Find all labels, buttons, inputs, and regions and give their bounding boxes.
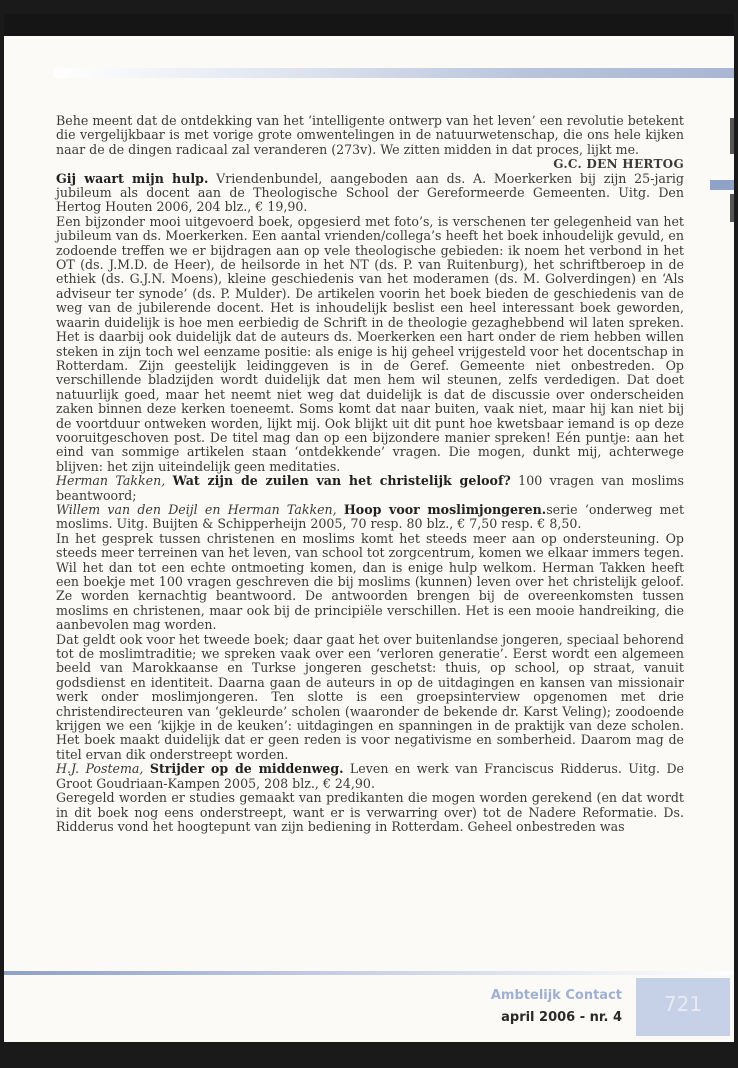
review-body: Een bijzonder mooi uitgevoerd boek, opgesierd met foto’s, is verschenen ter gelegenheid van het jubileum van ds. Moerkerken. Een aantal vrienden/collega’s heeft het boek inhoudelijk gevuld, en zodoende treffen we er bijdragen aan op vele theologische gebieden: ik noem het verbond in het OT (ds. J.M.D. de Heer), de heilsorde in het NT (ds. P. van Ruitenburg), het schriftberoep in de ethiek (ds. G.J.N. Moens), kleine geschiedenis van het moderamen (ds. M. Golverdingen) en ‘Als adviseur ter synode’ (ds. P. Mulder). De artikelen voorin het boek bieden de geschiedenis van de weg van de jubilerende docent. Het is inhoudelijk beslist een heel interessant boek geworden, waarin duidelijk is hoe men eerbiedig de Schrift in de theologie gezaghebbend wil laten spreken. Het is daarbij ook duidelijk dat de auteurs ds. Moerkerken een hart onder de riem hebben willen steken in zijn toch wel eenzame positie: als enige is hij geheel vrijgesteld voor het docentschap in Rotterdam. Zijn geestelijk leidinggeven is in de Geref. Gemeente niet onbestreden. Op verschillende bladzijden wordt duidelijk dat men hem wil steunen, zelfs verdedigen. Dat doet natuurlijk goed, maar het neemt niet weg dat duidelijk is dat de discussie over onderscheiden zaken binnen deze kerken toeneemt. Soms komt dat naar buiten, vaak niet, maar hij kan niet bij de voortduur ontweken worden, lijkt mij. Ook blijkt uit dit punt hoe kwetsbaar iemand is op deze vooruitgeschoven post. De titel mag dan op een bijzondere manier spreken! Eén puntje: aan het eind van sommige artikelen staan ‘ontdekkende’ vragen. Die mogen, dunkt mij, achterwege blijven: het zijn uiteindelijk geen meditaties.: [56, 213, 684, 474]
scan-top-border: [4, 14, 734, 36]
header-gradient-rule: [54, 68, 734, 78]
page: [4, 14, 734, 1042]
scan-edge-mark: [730, 118, 734, 154]
side-marker-tab: [710, 180, 734, 190]
review-heading: [56, 474, 684, 532]
book-title: Strijder op de middenweg.: [149, 761, 344, 777]
book-author: Willem van den Deijl en Herman Takken,: [56, 501, 337, 517]
footer-rule: [4, 971, 734, 975]
review-body: Geregeld worden er studies gemaakt van predikanten die mogen worden gerekend (en dat wordt in dit boek nog eens onderstreept, want er is verwarring over) tot de Nadere Reformatie. Ds. Ridderus vond het hoogtepunt van zijn bediening in Rotterdam. Geheel onbestreden was: [56, 790, 684, 834]
page-number: 721: [663, 992, 703, 1016]
review-heading: [56, 172, 684, 215]
scan-edge-mark: [730, 194, 734, 222]
issue-label: april 2006 - nr. 4: [501, 1010, 622, 1025]
review-body: In het gesprek tussen christenen en moslims komt het steeds meer aan op ondersteuning. Op steeds meer terreinen van het leven, van school tot zorgcentrum, komen we elkaar immers tegen. Wil het dan tot een echte ontmoeting komen, dan is enige hulp welkom. Herman Takken heeft een boekje met 100 vragen geschreven die bij moslims (kunnen) leven over het christelijk geloof. Ze worden kernachtig beantwoord. De antwoorden brengen bij de overeenkomsten tussen moslims en christenen, maar ook bij de principiële verschillen. Het is een mooie handreiking, die aanbevolen mag worden.: [56, 530, 684, 633]
review-body: Dat geldt ook voor het tweede boek; daar gaat het over buitenlandse jongeren, speciaal behorend tot de moslimtraditie; we spreken vaak over een ‘verloren generatie’. Eerst wordt een algemeen beeld van Marokkaanse en Turkse jongeren geschetst: thuis, op school, op straat, vanuit godsdienst en identiteit. Daarna gaan de auteurs in op de uitdagingen en kansen van missionair werk onder moslimjongeren. Ten slotte is een groepsinterview opgenomen met drie christendirecteuren van ‘gekleurde’ scholen (waaronder de bekende dr. Karst Veling); zoodoende krijgen we een ‘kijkje in de keuken’: uitdagingen en spanningen in de praktijk van deze scholen. Het boek maakt duidelijk dat er geen reden is voor negativisme en somberheid. Daarom mag de titel ervan dik onderstreept worden.: [56, 631, 684, 762]
book-author: H.J. Postema,: [56, 761, 144, 777]
book-details: Leven en werk van Franciscus Ridderus. Uitg. De Groot Goudriaan-Kampen 2005, 208 blz., € 24,90.: [56, 761, 684, 791]
review-heading: [56, 762, 684, 791]
book-details: serie ‘onderweg met moslims. Uitg. Buijten & Schipperheijn 2005, 70 resp. 80 blz., € 7,50 resp. € 8,50.: [56, 501, 685, 532]
book-author: Herman Takken,: [56, 473, 166, 489]
book-title: Hoop voor moslimjongeren.: [343, 501, 547, 517]
article-column: [56, 114, 684, 834]
book-title: Gij waart mijn hulp.: [56, 170, 209, 186]
closing-paragraph: Behe meent dat de ontdekking van het ‘intelligente ontwerp van het leven’ een revolutie betekent die vergelijkbaar is met vorige grote omwentelingen in de natuurwetenschap, die ons hele kijken naar de de dingen radicaal zal veranderen (273v). We zitten midden in dat proces, lijkt me.: [56, 113, 684, 157]
book-details: Vriendenbundel, aangeboden aan ds. A. Moerkerken bij zijn 25-jarig jubileum als docent aan de Theologische School der Gereformeerde Gemeenten. Uitg. Den Hertog Houten 2006, 204 blz., € 19,90.: [56, 170, 684, 215]
book-details: 100 vragen van moslims beantwoord;: [56, 473, 684, 503]
reviewer-signature: G.C. DEN HERTOG: [553, 157, 684, 172]
magazine-name: Ambtelijk Contact: [490, 988, 622, 1003]
book-title: Wat zijn de zuilen van het christelijk geloof?: [172, 473, 511, 489]
